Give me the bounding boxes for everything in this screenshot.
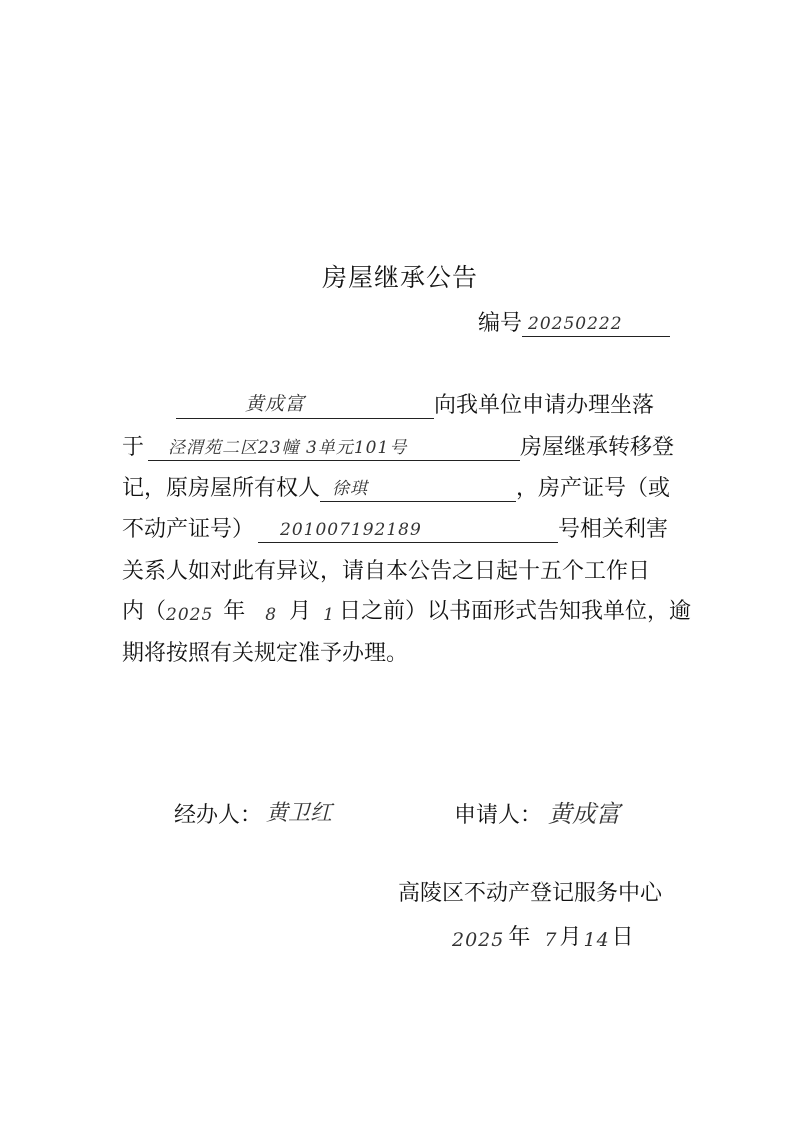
body-line-1: [176, 388, 654, 419]
date-year-char: 年: [508, 925, 531, 950]
handler-label: 经办人：: [174, 803, 263, 828]
notice-number-row: [478, 306, 670, 337]
deadline-month: 8: [265, 605, 278, 625]
body-line-5: 关系人如对此有异议，请自本公告之日起十五个工作日: [122, 559, 651, 584]
applicant-label: 申请人：: [454, 803, 543, 828]
body-line-3: [122, 471, 670, 502]
address-blank: [148, 434, 520, 461]
body-text-4b: 号相关利害: [558, 517, 669, 542]
date-day: 14: [583, 929, 610, 951]
cert-blank: [258, 516, 558, 543]
number-blank: [522, 310, 670, 337]
notice-title: 房屋继承公告: [321, 263, 478, 292]
date-day-char: 日: [611, 925, 634, 950]
address-value: 泾渭苑二区23幢 3单元101号: [168, 438, 408, 458]
deadline-day: 1: [323, 605, 335, 625]
body-line-2: [122, 430, 674, 461]
applicant-name: 黄成富: [244, 393, 305, 415]
body-text-1: 向我单位申请办理坐落: [434, 393, 655, 418]
body-text-6b: 日之前）以书面形式告知我单位，逾: [338, 599, 691, 624]
applicant-signature: 黄成富: [548, 800, 620, 828]
number-label: 编号: [478, 311, 523, 336]
handler-signature: 黄卫红: [266, 801, 333, 826]
body-text-2b: 房屋继承转移登: [520, 435, 675, 460]
body-line-6: [122, 594, 691, 625]
body-text-2a: 于: [122, 435, 145, 460]
body-text-3a: 记，原房屋所有权人: [122, 476, 321, 501]
date-month: 7: [544, 929, 558, 951]
number-value: 20250222: [528, 314, 623, 334]
date-year: 2025: [452, 929, 505, 951]
body-text-3b: ，房产证号（或: [516, 476, 671, 501]
deadline-year: 2025: [166, 605, 214, 625]
body-line-7: 期将按照有关规定准予办理。: [122, 641, 409, 666]
year-char: 年: [223, 599, 246, 624]
owner-blank: [320, 475, 516, 502]
cert-number: 201007192189: [280, 520, 422, 540]
body-text-4a: 不动产证号）: [122, 517, 255, 542]
body-text-6a: 内（: [122, 599, 167, 624]
applicant-blank: [176, 392, 434, 419]
organization-name: 高陵区不动产登记服务中心: [398, 881, 663, 906]
body-line-4: [122, 512, 668, 543]
date-month-char: 月: [559, 925, 582, 950]
notice-date: [452, 920, 634, 951]
month-char: 月: [289, 599, 312, 624]
owner-name: 徐琪: [332, 479, 369, 499]
